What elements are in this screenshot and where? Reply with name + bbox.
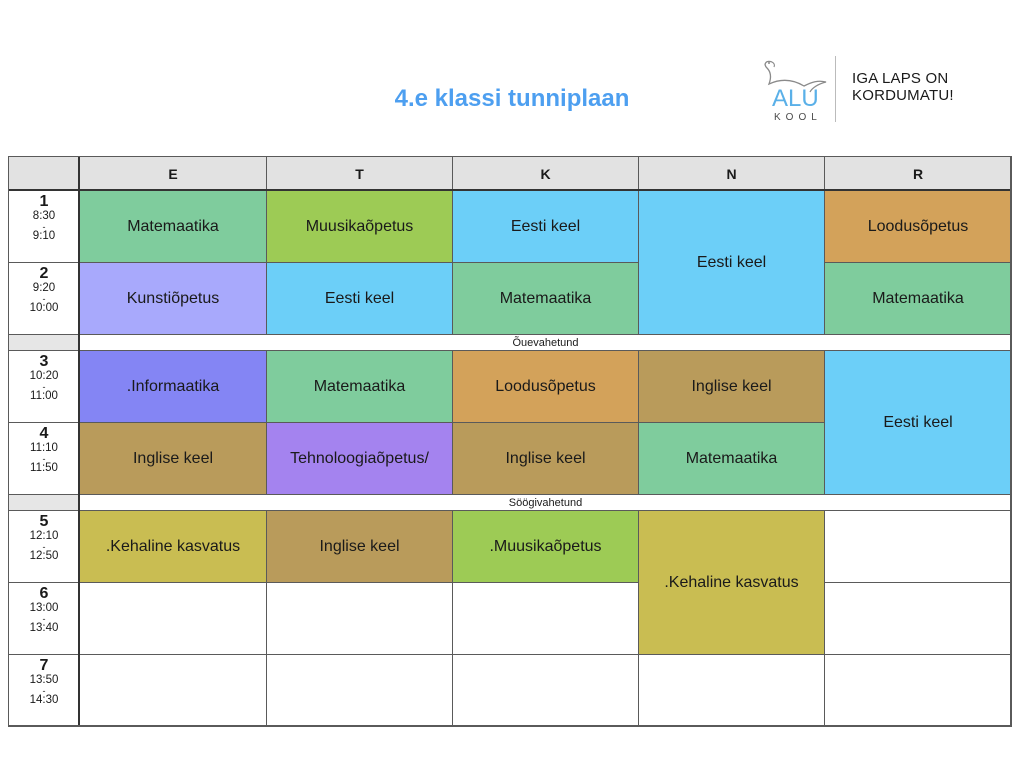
lesson-cell (452, 190, 639, 263)
break-row-soogivahetund (79, 494, 1012, 511)
lesson-subject: Matemaatika (685, 449, 778, 467)
period-label-7 (8, 654, 80, 727)
period-end-time: 11:50 (30, 461, 58, 474)
lesson-cell (638, 422, 825, 495)
period-time-separator: - (42, 453, 46, 464)
header-corner (8, 156, 80, 191)
period-time-separator: - (42, 541, 46, 552)
break-label-cell (8, 494, 80, 511)
lesson-subject: Loodusõpetus (867, 217, 969, 235)
day-header-label: E (168, 165, 178, 182)
school-logo (760, 54, 990, 124)
lesson-subject: Matemaatika (499, 289, 592, 307)
lesson-subject: Eesti keel (696, 253, 767, 271)
day-header-k (452, 156, 639, 191)
period-label-2 (8, 262, 80, 335)
period-end-time: 14:30 (29, 693, 59, 706)
empty-lesson-cell (79, 654, 267, 727)
day-header-t (266, 156, 453, 191)
break-label-cell (8, 334, 80, 351)
lesson-subject: Eesti keel (883, 413, 953, 431)
slogan-line-2: KORDUMATU! (852, 87, 954, 104)
lesson-subject: Eesti keel (510, 217, 581, 235)
lesson-subject: .Informaatika (126, 377, 220, 395)
empty-lesson-cell (79, 582, 267, 655)
lesson-cell (266, 350, 453, 423)
lesson-subject: Matemaatika (313, 377, 406, 395)
period-start-time: 10:20 (29, 370, 59, 382)
lesson-cell (79, 262, 267, 335)
period-number: 7 (39, 657, 49, 674)
period-end-time: 13:40 (29, 621, 59, 634)
svg-text:KOOL: KOOL (774, 112, 822, 123)
lesson-subject: Kunstiõpetus (126, 289, 220, 307)
lesson-cell (638, 350, 825, 423)
lesson-cell (266, 262, 453, 335)
lesson-subject: Eesti keel (324, 289, 395, 307)
period-number: 1 (39, 193, 49, 210)
period-number: 6 (39, 585, 49, 602)
lesson-cell (79, 350, 267, 423)
period-number: 4 (39, 425, 49, 442)
lesson-cell (824, 262, 1012, 335)
period-start-time: 13:00 (29, 602, 59, 614)
break-row-ouevahetund (79, 334, 1012, 351)
period-start-time: 13:50 (29, 674, 59, 686)
day-header-r (824, 156, 1012, 191)
period-end-time: 11:00 (30, 389, 58, 402)
logo-slogan (852, 70, 954, 104)
lesson-subject: Inglise keel (505, 449, 586, 467)
lesson-subject: Tehnoloogiaõpetus/ (290, 449, 429, 467)
period-end-time: 12:50 (29, 549, 59, 562)
break-label: Söögivahetund (508, 496, 583, 509)
day-header-e (79, 156, 267, 191)
lesson-subject: .Kehaline kasvatus (105, 537, 241, 555)
lesson-cell (824, 350, 1012, 495)
lesson-subject: .Kehaline kasvatus (664, 573, 799, 591)
empty-lesson-cell (452, 654, 639, 727)
period-start-time: 12:10 (29, 530, 59, 542)
lesson-cell (266, 190, 453, 263)
swan-logo-icon (760, 54, 832, 124)
period-start-time: 9:20 (32, 282, 56, 294)
empty-lesson-cell (824, 654, 1012, 727)
lesson-cell (638, 190, 825, 335)
lesson-cell (79, 422, 267, 495)
period-label-6 (8, 582, 80, 655)
lesson-cell (79, 510, 267, 583)
logo-divider (835, 56, 836, 122)
header-column-divider (78, 156, 80, 726)
lesson-cell (452, 262, 639, 335)
lesson-cell (638, 510, 825, 655)
lesson-cell (824, 190, 1012, 263)
empty-lesson-cell (638, 654, 825, 727)
period-label-3 (8, 350, 80, 423)
svg-text:ALU: ALU (772, 85, 819, 112)
lesson-cell (266, 422, 453, 495)
period-number: 5 (39, 513, 49, 530)
empty-lesson-cell (824, 582, 1012, 655)
lesson-cell (452, 350, 639, 423)
page-title: 4.e klassi tunniplaan (394, 85, 630, 112)
lesson-subject: Inglise keel (132, 449, 214, 467)
lesson-cell (452, 510, 639, 583)
empty-lesson-cell (452, 582, 639, 655)
break-label: Õuevahetund (512, 336, 579, 349)
empty-lesson-cell (824, 510, 1012, 583)
period-time-separator: - (42, 381, 46, 392)
empty-lesson-cell (266, 654, 453, 727)
lesson-subject: Matemaatika (872, 289, 964, 307)
lesson-subject: Inglise keel (319, 537, 400, 555)
day-header-label: T (355, 165, 364, 182)
period-time-separator: - (42, 293, 46, 304)
timetable-grid (8, 156, 1011, 726)
day-header-n (638, 156, 825, 191)
lesson-subject: Loodusõpetus (495, 377, 596, 395)
period-number: 2 (39, 265, 49, 282)
period-start-time: 8:30 (32, 210, 56, 222)
lesson-subject: Muusikaõpetus (305, 217, 414, 235)
day-header-label: K (540, 165, 551, 182)
period-time-separator: - (42, 221, 46, 232)
lesson-subject: .Muusikaõpetus (489, 537, 602, 555)
lesson-cell (452, 422, 639, 495)
period-number: 3 (39, 353, 49, 370)
slogan-line-1: IGA LAPS ON (852, 70, 949, 87)
header-row-divider (8, 189, 1011, 191)
lesson-subject: Inglise keel (691, 377, 772, 395)
lesson-cell (79, 190, 267, 263)
lesson-subject: Matemaatika (127, 217, 219, 235)
period-end-time: 10:00 (29, 301, 59, 314)
day-header-label: R (912, 165, 924, 182)
period-start-time: 11:10 (30, 442, 58, 454)
period-label-4 (8, 422, 80, 495)
period-label-5 (8, 510, 80, 583)
period-time-separator: - (42, 685, 46, 696)
lesson-cell (266, 510, 453, 583)
period-time-separator: - (42, 613, 46, 624)
day-header-label: N (726, 165, 737, 182)
period-label-1 (8, 190, 80, 263)
period-end-time: 9:10 (32, 229, 56, 242)
empty-lesson-cell (266, 582, 453, 655)
